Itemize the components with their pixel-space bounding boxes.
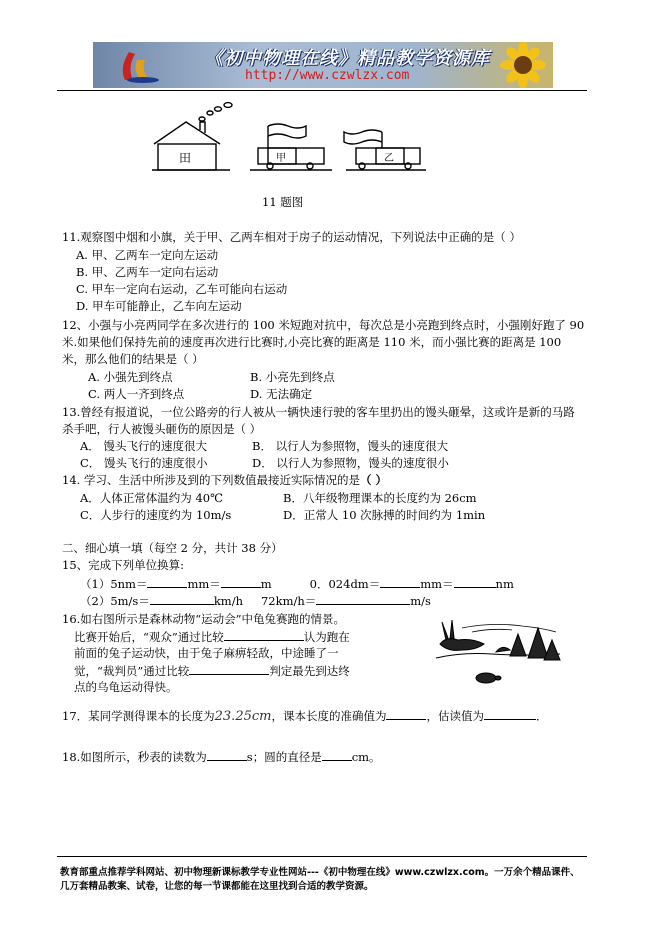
car-yi-label: 乙 xyxy=(384,153,394,164)
q13-option-d: D． 以行人为参照物，馒头的速度很小 xyxy=(252,456,449,470)
house-and-cars-figure xyxy=(150,100,430,180)
q13-line-1: 13.曾经有报道说，一位公路旁的行人被从一辆快速行驶的客车里扔出的馒头砸晕，这或许是新的马路 xyxy=(62,405,575,419)
q15-blank-2[interactable] xyxy=(221,575,261,588)
q15-r1-label-f: nm xyxy=(495,577,514,591)
q16-blank-2[interactable] xyxy=(189,662,269,675)
q13-option-b: B． 以行人为参照物，馒头的速度很大 xyxy=(252,439,449,453)
q15-r2-label-d: m/s xyxy=(410,594,431,608)
q16-l2-b: 认为跑在 xyxy=(303,630,350,644)
header-rule xyxy=(57,90,587,91)
q17-line xyxy=(62,707,547,725)
q16-line-3: 前面的兔子运动快，由于兔子麻痹轻敌，中途睡了一 xyxy=(74,646,339,660)
header-banner xyxy=(93,42,553,88)
q16-blank-1[interactable] xyxy=(224,628,304,641)
q17-b: ，课本长度的准确值为 xyxy=(271,709,387,723)
q15-r2-label-b: km/h xyxy=(213,594,243,608)
q11-option-b: B. 甲、乙两车一定向右运动 xyxy=(76,265,219,279)
house-window-label: 田 xyxy=(179,151,192,165)
q12-option-c: C. 两人一齐到终点 xyxy=(88,387,185,401)
q12-line-2: 米.如果他们保持先前的速度再次进行比赛时,小亮比赛的距离是 110 米，而小强比赛的距离是 100 xyxy=(62,335,562,349)
q11-option-a: A. 甲、乙两车一定向左运动 xyxy=(76,248,219,262)
q14-option-b: B．八年级物理课本的长度约为 26cm xyxy=(283,491,477,505)
q15-stem: 15、完成下列单位换算: xyxy=(62,558,185,572)
q16-line-5: 点的乌龟运动得快。 xyxy=(74,680,178,694)
q15-r2-label-c: 72km/h＝ xyxy=(260,594,317,608)
rabbit-tortoise-figure xyxy=(432,614,564,690)
q18-line xyxy=(62,748,381,765)
q12-option-d: D. 无法确定 xyxy=(250,387,313,401)
q11-option-d: D. 甲车可能静止，乙车向左运动 xyxy=(76,299,242,313)
q17-d: ． xyxy=(535,709,548,723)
q12-line-3: 米，那么他们的结果是（ ） xyxy=(62,352,204,366)
q14-option-a: A．人体正常体温约为 40℃ xyxy=(80,491,223,505)
q12-option-b: B. 小亮先到终点 xyxy=(250,370,335,384)
q16-l2-a: 比赛开始后，“观众”通过比较 xyxy=(74,630,224,644)
sunflower-icon xyxy=(489,42,549,88)
q17-blank-1[interactable] xyxy=(386,707,426,720)
q14-stem xyxy=(62,472,387,488)
q18-blank-1[interactable] xyxy=(207,748,247,761)
q12-option-a: A. 小强先到终点 xyxy=(88,370,173,384)
footer-line-2: 几万套精品教案、试卷，让您的每一节课都能在这里找到合适的教学资源。 xyxy=(60,881,374,892)
q18-c: cm。 xyxy=(351,750,381,764)
q15-r1-label-d: 0．024dm＝ xyxy=(309,577,381,591)
q15-r2-label-a: （2）5m/s＝ xyxy=(80,594,150,608)
q11-stem: 11.观察图中烟和小旗，关于甲、乙两车相对于房子的运动情况，下列说法中正确的是（ ） xyxy=(62,230,521,244)
footer-rule xyxy=(57,856,587,857)
q16-l4-a: 觉，“裁判员”通过比较 xyxy=(74,664,190,678)
q15-r1-label-c: m xyxy=(260,577,272,591)
q13-line-2: 杀手吧，行人被馒头砸伤的原因是（ ） xyxy=(62,422,262,436)
q15-r1-label-b: mm＝ xyxy=(187,577,221,591)
car-jia-label: 甲 xyxy=(276,153,286,164)
q16-line-4 xyxy=(74,662,350,679)
q17-c: ，估读值为 xyxy=(426,709,484,723)
q15-blank-4[interactable] xyxy=(454,575,496,588)
q17-a: 17．某同学测得课本的长度为 xyxy=(62,709,215,723)
q11-option-c: C. 甲车一定向右运动，乙车可能向右运动 xyxy=(76,282,288,296)
q17-measured-value: 23.25cm xyxy=(214,709,272,724)
q12-line-1: 12、小强与小亮两同学在多次进行的 100 米短跑对抗中，每次总是小亮跑到终点时，小强刚好跑了 90 xyxy=(62,318,585,332)
q15-row-2 xyxy=(80,592,431,609)
q16-line-1: 16.如右图所示是森林动物“运动会”中龟兔赛跑的情景。 xyxy=(62,612,346,626)
q15-blank-3[interactable] xyxy=(380,575,420,588)
q18-a: 18.如图所示，秒表的读数为 xyxy=(62,750,207,764)
banner-title: 《初中物理在线》精品教学资源库 xyxy=(205,48,490,69)
q16-line-2 xyxy=(74,628,350,645)
q14-stem-text: 14. 学习、生活中所涉及到的下列数值最接近实际情况的是 xyxy=(62,473,360,487)
q15-blank-5[interactable] xyxy=(150,592,214,605)
q13-option-c: C． 馒头飞行的速度很小 xyxy=(80,456,208,470)
q18-blank-2[interactable] xyxy=(322,748,352,761)
footer-line-1: 教育部重点推荐学科网站、初中物理新课标教学专业性网站---《初中物理在线》www.czwlzx.com。一万余个精品课件、 xyxy=(60,867,580,878)
q15-blank-6[interactable] xyxy=(316,592,410,605)
banner-url[interactable]: http://www.czwlzx.com xyxy=(245,68,410,83)
q14-option-c: C．人步行的速度约为 10m/s xyxy=(80,508,232,522)
site-logo-icon xyxy=(115,46,161,84)
section-2-title: 二、细心填一填（每空 2 分，共计 38 分） xyxy=(62,541,283,555)
figure-caption: 11 题图 xyxy=(262,195,304,209)
q15-r1-label-a: （1）5nm＝ xyxy=(80,577,148,591)
q15-row-1 xyxy=(80,575,514,592)
q16-l4-b: 判定最先到达终 xyxy=(269,664,350,678)
q15-r1-label-e: mm＝ xyxy=(420,577,454,591)
q14-answer-paren: （ ） xyxy=(359,473,387,487)
q14-option-d: D．正常人 10 次脉搏的时间约为 1min xyxy=(283,508,486,522)
q18-b: s；圆的直径是 xyxy=(246,750,322,764)
q15-blank-1[interactable] xyxy=(147,575,187,588)
q17-blank-2[interactable] xyxy=(484,707,536,720)
q13-option-a: A． 馒头飞行的速度很大 xyxy=(80,439,207,453)
